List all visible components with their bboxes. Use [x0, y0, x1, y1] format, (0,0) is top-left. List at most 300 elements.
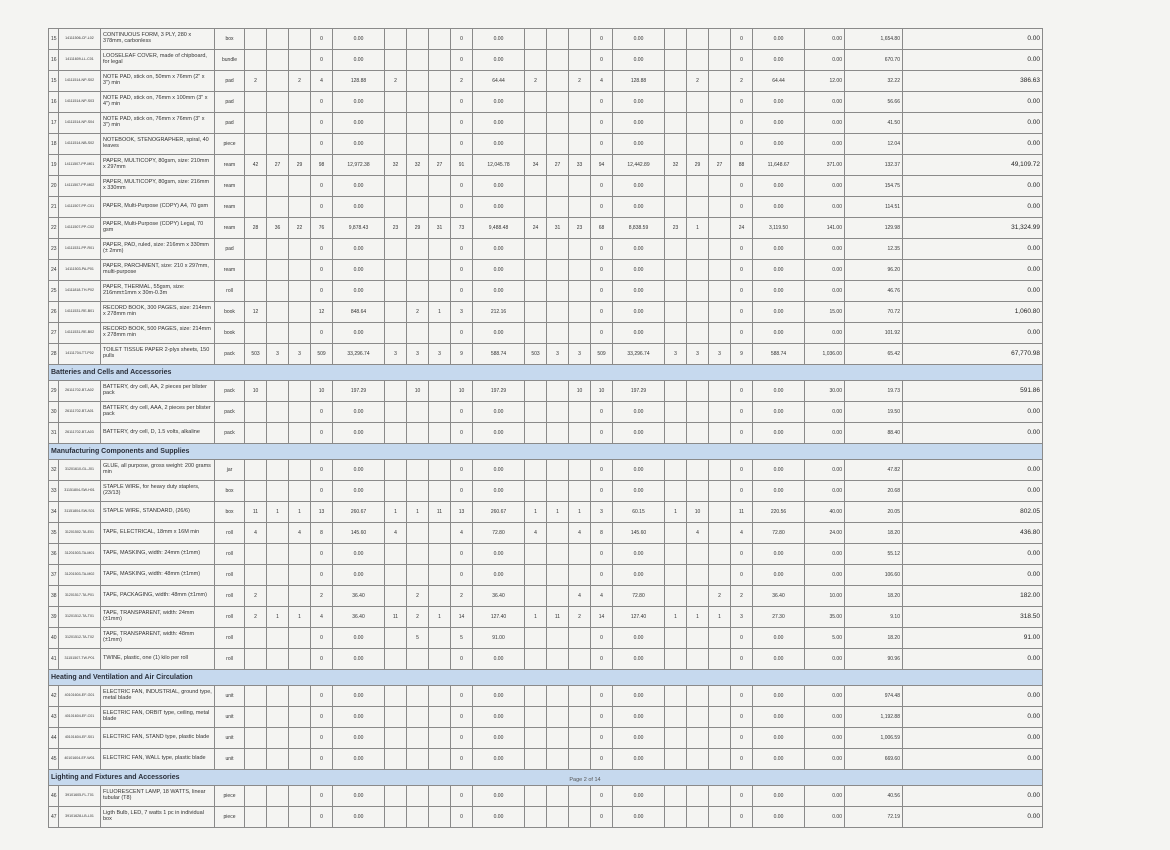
qty-cell-q9 — [569, 649, 591, 670]
item-description: PAPER, THERMAL, 55gsm, size: 216mm±1mm x 30m-0.3m — [101, 281, 215, 302]
table-row — [49, 460, 1043, 481]
qty-cell-t4: 0 — [731, 281, 753, 302]
unit-of-measure: pad — [215, 239, 245, 260]
qty-cell-q7 — [525, 176, 547, 197]
qty-cell-q11: 1 — [687, 218, 709, 239]
item-description: STAPLE WIRE, for heavy duty staplers, (23/13) — [101, 481, 215, 502]
qty-cell-q5 — [407, 29, 429, 50]
qty-cell-q10 — [665, 686, 687, 707]
qty-cell-q11 — [687, 323, 709, 344]
qty-cell-q12 — [709, 29, 731, 50]
qty-cell-q10 — [665, 628, 687, 649]
qty-cell-t1: 0 — [311, 113, 333, 134]
qty-cell-q10: 23 — [665, 218, 687, 239]
item-number: 25 — [49, 281, 59, 302]
qty-cell-q8 — [547, 402, 569, 423]
qty-cell-t3: 0 — [591, 134, 613, 155]
qty-cell-q7 — [525, 707, 547, 728]
qty-cell-q4 — [385, 92, 407, 113]
qty-cell-t4: 0 — [731, 50, 753, 71]
qty-cell-a2: 0.00 — [473, 176, 525, 197]
qty-cell-t3: 0 — [591, 649, 613, 670]
qty-cell-t3: 0 — [591, 786, 613, 807]
qty-cell-q7: 24 — [525, 218, 547, 239]
qty-cell-t3: 10 — [591, 381, 613, 402]
qty-cell-q10 — [665, 586, 687, 607]
qty-cell-q10 — [665, 92, 687, 113]
qty-cell-a1: 0.00 — [333, 134, 385, 155]
qty-cell-q6 — [429, 707, 451, 728]
qty-cell-q1 — [245, 686, 267, 707]
table-row — [49, 586, 1043, 607]
qty-cell-a2: 0.00 — [473, 402, 525, 423]
price-cell: 0.00 — [805, 707, 845, 728]
qty-cell-q10 — [665, 50, 687, 71]
item-description: PAPER, Multi-Purpose (COPY) A4, 70 gsm — [101, 197, 215, 218]
table-row — [49, 381, 1043, 402]
qty-cell-a4: 0.00 — [753, 323, 805, 344]
qty-cell-t4: 88 — [731, 155, 753, 176]
total-amount: 0.00 — [903, 176, 1043, 197]
qty-cell-q2: 1 — [267, 502, 289, 523]
qty-cell-q3 — [289, 323, 311, 344]
qty-cell-q1 — [245, 402, 267, 423]
qty-cell-a3: 0.00 — [613, 807, 665, 828]
qty-cell-q10 — [665, 728, 687, 749]
qty-cell-q1 — [245, 113, 267, 134]
qty-cell-q5 — [407, 544, 429, 565]
unit-price-cell: 65.42 — [845, 344, 903, 365]
qty-cell-t3: 0 — [591, 807, 613, 828]
qty-cell-q11 — [687, 628, 709, 649]
qty-cell-a3: 0.00 — [613, 423, 665, 444]
qty-cell-q12 — [709, 113, 731, 134]
price-cell: 0.00 — [805, 92, 845, 113]
qty-cell-q4 — [385, 302, 407, 323]
qty-cell-q6 — [429, 586, 451, 607]
unit-of-measure: jar — [215, 460, 245, 481]
qty-cell-t3: 0 — [591, 197, 613, 218]
qty-cell-a4: 0.00 — [753, 50, 805, 71]
total-amount: 591.86 — [903, 381, 1043, 402]
price-cell: 0.00 — [805, 281, 845, 302]
qty-cell-t4: 0 — [731, 686, 753, 707]
qty-cell-t1: 13 — [311, 502, 333, 523]
item-code: 26111702-BT-A02 — [59, 381, 101, 402]
qty-cell-t4: 0 — [731, 481, 753, 502]
qty-cell-q6 — [429, 423, 451, 444]
qty-cell-q3: 29 — [289, 155, 311, 176]
unit-price-cell: 19.50 — [845, 402, 903, 423]
qty-cell-t2: 5 — [451, 628, 473, 649]
qty-cell-q8 — [547, 460, 569, 481]
qty-cell-q8 — [547, 381, 569, 402]
qty-cell-q1: 2 — [245, 71, 267, 92]
qty-cell-q1: 2 — [245, 607, 267, 628]
qty-cell-q8 — [547, 134, 569, 155]
item-description: TAPE, TRANSPARENT, width: 24mm (±1mm) — [101, 607, 215, 628]
qty-cell-q9: 33 — [569, 155, 591, 176]
price-cell: 0.00 — [805, 260, 845, 281]
qty-cell-q7 — [525, 239, 547, 260]
total-amount: 31,324.99 — [903, 218, 1043, 239]
qty-cell-t2: 0 — [451, 197, 473, 218]
qty-cell-a2: 0.00 — [473, 29, 525, 50]
qty-cell-a1: 0.00 — [333, 628, 385, 649]
qty-cell-a1: 0.00 — [333, 481, 385, 502]
qty-cell-q7 — [525, 302, 547, 323]
item-description: TAPE, PACKAGING, width: 48mm (±1mm) — [101, 586, 215, 607]
qty-cell-t4: 0 — [731, 197, 753, 218]
qty-cell-q6: 1 — [429, 607, 451, 628]
price-cell: 0.00 — [805, 134, 845, 155]
qty-cell-q5: 32 — [407, 155, 429, 176]
qty-cell-q10 — [665, 281, 687, 302]
qty-cell-q7 — [525, 92, 547, 113]
qty-cell-q8 — [547, 29, 569, 50]
qty-cell-q7 — [525, 381, 547, 402]
qty-cell-t3: 509 — [591, 344, 613, 365]
unit-price-cell: 1,192.88 — [845, 707, 903, 728]
qty-cell-q7 — [525, 807, 547, 828]
item-number: 42 — [49, 686, 59, 707]
price-cell: 0.00 — [805, 649, 845, 670]
qty-cell-q4 — [385, 649, 407, 670]
qty-cell-q6 — [429, 686, 451, 707]
qty-cell-a2: 0.00 — [473, 281, 525, 302]
qty-cell-q1 — [245, 281, 267, 302]
qty-cell-q6: 27 — [429, 155, 451, 176]
qty-cell-a1: 0.00 — [333, 281, 385, 302]
qty-cell-q6 — [429, 649, 451, 670]
qty-cell-q11 — [687, 92, 709, 113]
qty-cell-t4: 0 — [731, 749, 753, 770]
qty-cell-a2: 0.00 — [473, 807, 525, 828]
qty-cell-q3 — [289, 586, 311, 607]
table-row — [49, 728, 1043, 749]
qty-cell-a4: 11,648.67 — [753, 155, 805, 176]
item-number: 17 — [49, 113, 59, 134]
unit-price-cell: 670.70 — [845, 50, 903, 71]
total-amount: 1,060.80 — [903, 302, 1043, 323]
qty-cell-q8 — [547, 71, 569, 92]
qty-cell-a3: 0.00 — [613, 649, 665, 670]
qty-cell-q12 — [709, 786, 731, 807]
qty-cell-q6 — [429, 481, 451, 502]
qty-cell-q8 — [547, 786, 569, 807]
qty-cell-t2: 0 — [451, 728, 473, 749]
item-code: 31151507-TW-P01 — [59, 649, 101, 670]
qty-cell-a4: 0.00 — [753, 197, 805, 218]
qty-cell-q11 — [687, 50, 709, 71]
qty-cell-q4: 2 — [385, 71, 407, 92]
unit-price-cell: 19.73 — [845, 381, 903, 402]
unit-price-cell: 18.20 — [845, 628, 903, 649]
qty-cell-q6 — [429, 460, 451, 481]
total-amount: 436.80 — [903, 523, 1043, 544]
qty-cell-q3: 22 — [289, 218, 311, 239]
qty-cell-q6 — [429, 71, 451, 92]
qty-cell-t3: 0 — [591, 628, 613, 649]
qty-cell-q2 — [267, 302, 289, 323]
qty-cell-t2: 2 — [451, 586, 473, 607]
qty-cell-q7: 2 — [525, 71, 547, 92]
qty-cell-q7 — [525, 544, 547, 565]
qty-cell-q2 — [267, 197, 289, 218]
qty-cell-t4: 0 — [731, 544, 753, 565]
qty-cell-q3 — [289, 628, 311, 649]
qty-cell-q7 — [525, 197, 547, 218]
qty-cell-q9 — [569, 197, 591, 218]
qty-cell-q5: 2 — [407, 302, 429, 323]
unit-of-measure: roll — [215, 586, 245, 607]
qty-cell-t3: 0 — [591, 686, 613, 707]
qty-cell-t4: 2 — [731, 71, 753, 92]
qty-cell-a1: 0.00 — [333, 113, 385, 134]
price-cell: 0.00 — [805, 423, 845, 444]
qty-cell-q4 — [385, 423, 407, 444]
qty-cell-q11 — [687, 565, 709, 586]
qty-cell-a4: 36.40 — [753, 586, 805, 607]
qty-cell-t1: 0 — [311, 460, 333, 481]
price-cell: 0.00 — [805, 807, 845, 828]
qty-cell-q12 — [709, 134, 731, 155]
qty-cell-a3: 0.00 — [613, 402, 665, 423]
qty-cell-q6 — [429, 29, 451, 50]
qty-cell-t2: 0 — [451, 134, 473, 155]
table-row — [49, 260, 1043, 281]
unit-of-measure: pad — [215, 92, 245, 113]
unit-of-measure: unit — [215, 686, 245, 707]
qty-cell-q5: 5 — [407, 628, 429, 649]
unit-of-measure: piece — [215, 134, 245, 155]
qty-cell-q6 — [429, 402, 451, 423]
price-cell: 0.00 — [805, 728, 845, 749]
qty-cell-q10 — [665, 423, 687, 444]
qty-cell-q4: 4 — [385, 523, 407, 544]
qty-cell-a3: 0.00 — [613, 197, 665, 218]
table-row — [49, 481, 1043, 502]
qty-cell-t2: 0 — [451, 707, 473, 728]
qty-cell-a1: 0.00 — [333, 50, 385, 71]
qty-cell-q4 — [385, 176, 407, 197]
qty-cell-q5 — [407, 402, 429, 423]
qty-cell-q11 — [687, 29, 709, 50]
qty-cell-t3: 0 — [591, 176, 613, 197]
qty-cell-q5 — [407, 323, 429, 344]
table-row — [49, 807, 1043, 828]
qty-cell-t3: 0 — [591, 302, 613, 323]
total-amount: 0.00 — [903, 565, 1043, 586]
qty-cell-q9 — [569, 239, 591, 260]
qty-cell-q7 — [525, 628, 547, 649]
qty-cell-q12 — [709, 176, 731, 197]
qty-cell-q2 — [267, 381, 289, 402]
unit-price-cell: 41.50 — [845, 113, 903, 134]
qty-cell-a4: 0.00 — [753, 29, 805, 50]
qty-cell-q9 — [569, 50, 591, 71]
qty-cell-t3: 0 — [591, 113, 613, 134]
qty-cell-t1: 0 — [311, 786, 333, 807]
price-cell: 5.00 — [805, 628, 845, 649]
qty-cell-q10 — [665, 649, 687, 670]
qty-cell-q2 — [267, 586, 289, 607]
qty-cell-q7 — [525, 260, 547, 281]
qty-cell-t4: 0 — [731, 134, 753, 155]
price-cell: 30.00 — [805, 381, 845, 402]
unit-of-measure: box — [215, 502, 245, 523]
qty-cell-t2: 0 — [451, 544, 473, 565]
qty-cell-q7 — [525, 50, 547, 71]
qty-cell-t2: 0 — [451, 176, 473, 197]
unit-price-cell: 20.68 — [845, 481, 903, 502]
qty-cell-t1: 0 — [311, 807, 333, 828]
item-number: 28 — [49, 344, 59, 365]
qty-cell-t4: 11 — [731, 502, 753, 523]
total-amount: 0.00 — [903, 481, 1043, 502]
qty-cell-q6 — [429, 786, 451, 807]
qty-cell-a2: 0.00 — [473, 260, 525, 281]
qty-cell-q10: 1 — [665, 607, 687, 628]
table-row — [49, 176, 1043, 197]
qty-cell-q1 — [245, 423, 267, 444]
qty-cell-q2 — [267, 649, 289, 670]
qty-cell-q8 — [547, 113, 569, 134]
price-cell: 0.00 — [805, 50, 845, 71]
unit-of-measure: roll — [215, 523, 245, 544]
qty-cell-q11 — [687, 302, 709, 323]
qty-cell-t4: 24 — [731, 218, 753, 239]
total-amount: 0.00 — [903, 686, 1043, 707]
item-description: TAPE, ELECTRICAL, 18mm x 16M min — [101, 523, 215, 544]
qty-cell-q12 — [709, 502, 731, 523]
table-row — [49, 155, 1043, 176]
qty-cell-t3: 0 — [591, 481, 613, 502]
qty-cell-q8: 31 — [547, 218, 569, 239]
table-row — [49, 544, 1043, 565]
unit-price-cell: 106.60 — [845, 565, 903, 586]
qty-cell-q8 — [547, 50, 569, 71]
qty-cell-q1 — [245, 260, 267, 281]
qty-cell-q1 — [245, 239, 267, 260]
unit-of-measure: ream — [215, 155, 245, 176]
qty-cell-a4: 0.00 — [753, 260, 805, 281]
item-number: 30 — [49, 402, 59, 423]
item-code: 31201512-TA-T02 — [59, 628, 101, 649]
qty-cell-a1: 36.40 — [333, 586, 385, 607]
qty-cell-t3: 0 — [591, 281, 613, 302]
qty-cell-t1: 2 — [311, 586, 333, 607]
qty-cell-q4 — [385, 628, 407, 649]
unit-of-measure: unit — [215, 749, 245, 770]
qty-cell-q9 — [569, 481, 591, 502]
qty-cell-t1: 0 — [311, 565, 333, 586]
qty-cell-a4: 72.80 — [753, 523, 805, 544]
qty-cell-q9 — [569, 544, 591, 565]
unit-of-measure: roll — [215, 628, 245, 649]
qty-cell-q4 — [385, 807, 407, 828]
table-row — [49, 29, 1043, 50]
qty-cell-q9 — [569, 786, 591, 807]
qty-cell-q11 — [687, 423, 709, 444]
qty-cell-t4: 0 — [731, 628, 753, 649]
qty-cell-a3: 0.00 — [613, 628, 665, 649]
qty-cell-a3: 0.00 — [613, 786, 665, 807]
qty-cell-q12: 27 — [709, 155, 731, 176]
qty-cell-t2: 4 — [451, 523, 473, 544]
total-amount: 0.00 — [903, 134, 1043, 155]
unit-of-measure: piece — [215, 807, 245, 828]
price-cell: 0.00 — [805, 481, 845, 502]
qty-cell-q6 — [429, 197, 451, 218]
qty-cell-a4: 0.00 — [753, 423, 805, 444]
total-amount: 0.00 — [903, 728, 1043, 749]
qty-cell-a1: 0.00 — [333, 176, 385, 197]
item-code: 14111507-PP-M01 — [59, 155, 101, 176]
qty-cell-q9 — [569, 281, 591, 302]
qty-cell-q5 — [407, 197, 429, 218]
unit-price-cell: 132.37 — [845, 155, 903, 176]
item-description: PAPER, PARCHMENT, size: 210 x 297mm, multi-purpose — [101, 260, 215, 281]
qty-cell-q12 — [709, 302, 731, 323]
qty-cell-a1: 0.00 — [333, 807, 385, 828]
item-code: 14111704-TT-P02 — [59, 344, 101, 365]
qty-cell-q4 — [385, 197, 407, 218]
qty-cell-a4: 0.00 — [753, 113, 805, 134]
qty-cell-q12 — [709, 481, 731, 502]
unit-of-measure: pack — [215, 381, 245, 402]
price-cell: 371.00 — [805, 155, 845, 176]
qty-cell-q11 — [687, 176, 709, 197]
table-row — [49, 707, 1043, 728]
qty-cell-t1: 0 — [311, 50, 333, 71]
qty-cell-q3 — [289, 686, 311, 707]
qty-cell-q7: 1 — [525, 502, 547, 523]
qty-cell-q11 — [687, 786, 709, 807]
qty-cell-q10: 1 — [665, 502, 687, 523]
qty-cell-a2: 127.40 — [473, 607, 525, 628]
qty-cell-q5: 1 — [407, 502, 429, 523]
qty-cell-t1: 0 — [311, 728, 333, 749]
qty-cell-q4 — [385, 686, 407, 707]
qty-cell-t1: 8 — [311, 523, 333, 544]
qty-cell-a3: 0.00 — [613, 302, 665, 323]
qty-cell-q12 — [709, 686, 731, 707]
qty-cell-q11 — [687, 544, 709, 565]
item-number: 33 — [49, 481, 59, 502]
qty-cell-t2: 0 — [451, 239, 473, 260]
item-description: NOTE PAD, stick on, 76mm x 76mm (3" x 3") min — [101, 113, 215, 134]
qty-cell-t2: 91 — [451, 155, 473, 176]
unit-price-cell: 114.51 — [845, 197, 903, 218]
qty-cell-q9 — [569, 113, 591, 134]
qty-cell-q5 — [407, 565, 429, 586]
item-code: 40101604-EF-W01 — [59, 749, 101, 770]
item-code: 14111503-PA-P01 — [59, 260, 101, 281]
qty-cell-q1: 12 — [245, 302, 267, 323]
qty-cell-q11 — [687, 113, 709, 134]
qty-cell-q10 — [665, 197, 687, 218]
procurement-table — [48, 28, 1043, 828]
qty-cell-q11 — [687, 686, 709, 707]
qty-cell-a2: 0.00 — [473, 134, 525, 155]
qty-cell-a4: 27.30 — [753, 607, 805, 628]
qty-cell-t3: 0 — [591, 29, 613, 50]
qty-cell-a3: 0.00 — [613, 544, 665, 565]
price-cell: 40.00 — [805, 502, 845, 523]
qty-cell-q6 — [429, 281, 451, 302]
qty-cell-q7 — [525, 786, 547, 807]
